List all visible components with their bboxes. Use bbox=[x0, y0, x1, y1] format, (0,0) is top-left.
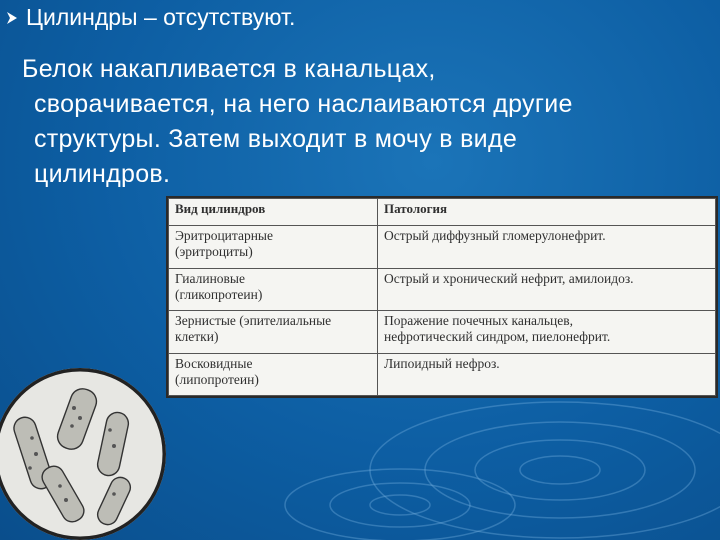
paragraph-line: структуры. Затем выходит в мочу в виде bbox=[34, 125, 518, 153]
pathology-cell bbox=[378, 268, 716, 311]
cast-type-cell bbox=[169, 353, 378, 396]
cast-type-cell bbox=[169, 226, 378, 269]
cell-line: (гликопротеин) bbox=[175, 286, 263, 302]
pathology-cell bbox=[378, 353, 716, 396]
arrow-bullet-icon bbox=[4, 10, 20, 26]
column-header-pathology: Патология bbox=[378, 199, 716, 226]
paragraph-line: цилиндров. bbox=[34, 160, 171, 188]
column-header-type: Вид цилиндров bbox=[169, 199, 378, 226]
cell-line: Гиалиновые bbox=[175, 270, 245, 286]
paragraph-line: сворачивается, на него наслаиваются другие bbox=[34, 90, 573, 118]
cell-line: Эритроцитарные bbox=[175, 228, 273, 243]
table-row bbox=[169, 268, 716, 311]
bullet-point bbox=[4, 4, 295, 31]
cast-type-cell bbox=[169, 268, 378, 311]
cast-type-cell bbox=[169, 311, 378, 354]
cell-line: клетки) bbox=[175, 329, 219, 344]
paragraph-line: Белок накапливается в канальцах, bbox=[22, 55, 436, 83]
cell-line: Острый диффузный гломерулонефрит. bbox=[384, 228, 606, 243]
pathology-cell bbox=[378, 226, 716, 269]
cell-line: нефротический синдром, пиелонефрит. bbox=[384, 329, 611, 344]
bullet-text: Цилиндры – отсутствуют. bbox=[26, 4, 296, 30]
table-row bbox=[169, 311, 716, 354]
casts-table bbox=[166, 196, 718, 398]
cell-line: (эритроциты) bbox=[175, 244, 253, 259]
table-header-row bbox=[169, 199, 716, 226]
cell-line: Зернистые (эпителиальные bbox=[175, 313, 332, 328]
cell-line: Восковидные bbox=[175, 355, 253, 371]
cell-line: (липопротеин) bbox=[175, 371, 259, 387]
pathology-cell bbox=[378, 311, 716, 354]
urine-casts-drawing bbox=[0, 368, 166, 540]
cell-line: Острый и хронический нефрит, амилоидоз. bbox=[384, 270, 634, 286]
cell-line: Поражение почечных канальцев, bbox=[384, 313, 574, 328]
table-row bbox=[169, 226, 716, 269]
explanation-paragraph bbox=[22, 52, 702, 192]
table-row bbox=[169, 353, 716, 396]
microscope-casts-image bbox=[0, 368, 166, 540]
cell-line: Липоидный нефроз. bbox=[384, 355, 500, 371]
